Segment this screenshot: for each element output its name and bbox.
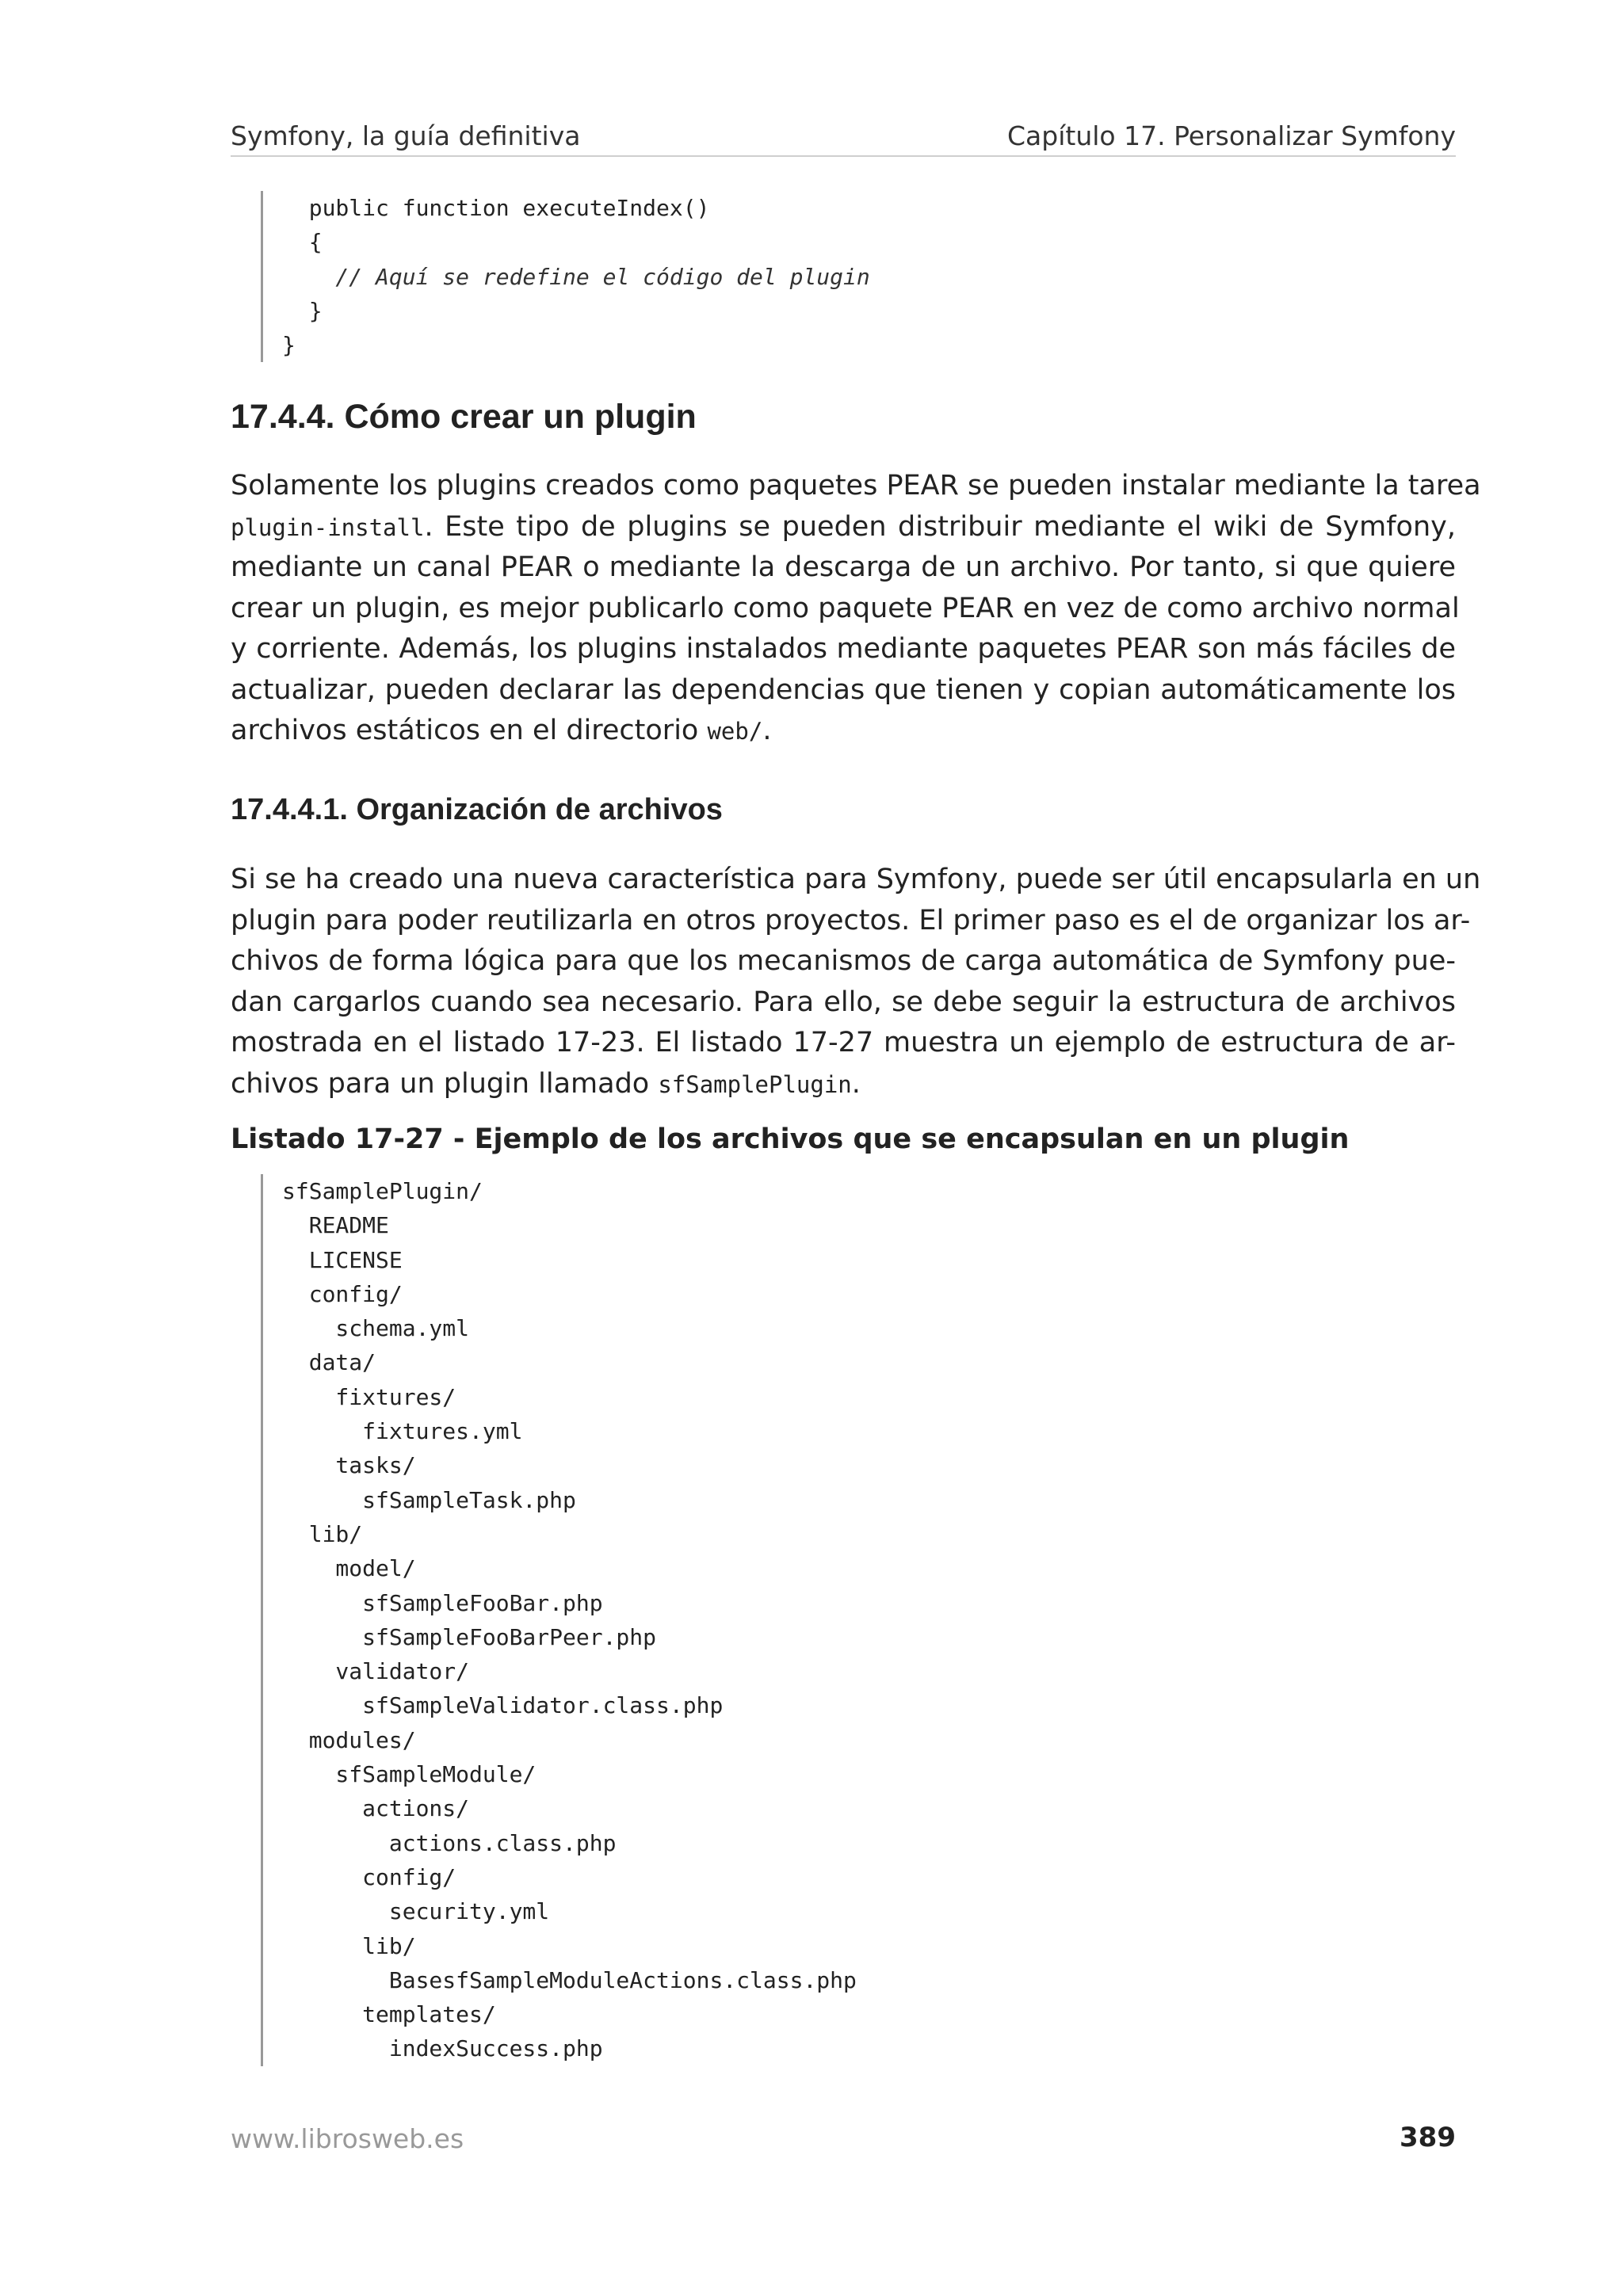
- code-line: public function executeIndex(): [282, 195, 710, 221]
- paragraph-line: [231, 711, 1456, 752]
- tree-line: sfSampleFooBar.php: [282, 1589, 603, 1616]
- chapter-title: Capítulo 17. Personalizar Symfony: [1007, 120, 1456, 151]
- paragraph-line: [231, 1064, 1456, 1105]
- code-block-top: [261, 191, 870, 362]
- tree-line: lib/: [282, 1520, 363, 1547]
- paragraph-line: crear un plugin, es mejor publicarlo como paquete PEAR en vez de como archivo normal: [231, 592, 1460, 624]
- inline-code: plugin-install: [231, 513, 425, 541]
- tree-line: README: [282, 1212, 389, 1239]
- tree-line: fixtures/: [282, 1383, 456, 1410]
- subsection-paragraph: [231, 860, 1481, 1104]
- listing-caption: Listado 17-27 - Ejemplo de los archivos que se encapsulan en un plugin: [231, 1123, 1350, 1155]
- line-text: chivos para un plugin llamado: [231, 1067, 659, 1100]
- paragraph-line: plugin para poder reutilizarla en otros proyectos. El primer paso es el de organizar los ar-: [231, 904, 1471, 936]
- paragraph-line: Si se ha creado una nueva característica para Symfony, puede ser útil encapsularla en un: [231, 864, 1481, 895]
- paragraph-line: [231, 507, 1456, 548]
- paragraph-line: mostrada en el listado 17-23. El listado 17-27 muestra un ejemplo de estructura de ar-: [231, 1027, 1456, 1058]
- code-line: }: [282, 332, 296, 359]
- tree-line: lib/: [282, 1932, 416, 1959]
- tree-line: actions.class.php: [282, 1829, 617, 1856]
- section-paragraph: [231, 466, 1481, 752]
- tree-line: actions/: [282, 1795, 470, 1822]
- paragraph-line: y corriente. Además, los plugins instalados mediante paquetes PEAR son más fáciles de: [231, 633, 1456, 665]
- running-header: [231, 116, 1456, 157]
- tree-line: sfSampleFooBarPeer.php: [282, 1623, 657, 1650]
- code-line: }: [282, 297, 323, 324]
- tree-line: tasks/: [282, 1452, 416, 1479]
- paragraph-line: dan cargarlos cuando sea necesario. Para ello, se debe seguir la estructura de archivos: [231, 986, 1456, 1018]
- line-text: .: [851, 1067, 861, 1100]
- line-text: archivos estáticos en el directorio: [231, 715, 708, 746]
- code-line: {: [282, 229, 323, 256]
- tree-line: fixtures.yml: [282, 1418, 523, 1445]
- book-title: Symfony, la guía definitiva: [231, 120, 581, 151]
- subsection-heading: 17.4.4.1. Organización de archivos: [231, 793, 723, 826]
- code-block-file-tree: [261, 1174, 857, 2066]
- tree-line: modules/: [282, 1726, 416, 1753]
- tree-line: indexSuccess.php: [282, 2035, 603, 2062]
- tree-line: LICENSE: [282, 1246, 403, 1273]
- tree-line: data/: [282, 1349, 376, 1376]
- paragraph-line: actualizar, pueden declarar las dependencias que tienen y copian automáticamente los: [231, 673, 1456, 706]
- tree-line: sfSampleValidator.class.php: [282, 1692, 724, 1719]
- inline-code: sfSamplePlugin: [658, 1070, 852, 1098]
- tree-line: security.yml: [282, 1898, 550, 1925]
- tree-line: config/: [282, 1863, 456, 1890]
- tree-line: sfSampleModule/: [282, 1761, 537, 1788]
- paragraph-line: chivos de forma lógica para que los mecanismos de carga automática de Symfony pue-: [231, 945, 1456, 977]
- line-text: . Este tipo de plugins se pueden distribuir mediante el wiki de Symfony,: [424, 510, 1456, 543]
- line-text: .: [762, 715, 772, 746]
- tree-line: config/: [282, 1280, 403, 1307]
- tree-line: BasesfSampleModuleActions.class.php: [282, 1966, 857, 1993]
- tree-line: sfSampleTask.php: [282, 1486, 576, 1513]
- footer-website: www.librosweb.es: [231, 2123, 464, 2154]
- paragraph-line: mediante un canal PEAR o mediante la descarga de un archivo. Por tanto, si que quiere: [231, 551, 1456, 583]
- page-number: 389: [1400, 2122, 1456, 2153]
- code-comment-line: // Aquí se redefine el código del plugin: [282, 263, 870, 290]
- paragraph-line: Solamente los plugins creados como paquetes PEAR se pueden instalar mediante la tarea: [231, 470, 1481, 502]
- section-heading: 17.4.4. Cómo crear un plugin: [231, 398, 697, 436]
- inline-code: web/: [707, 718, 763, 745]
- tree-line: sfSamplePlugin/: [282, 1178, 483, 1204]
- tree-line: templates/: [282, 2001, 496, 2028]
- tree-line: model/: [282, 1555, 416, 1582]
- tree-line: validator/: [282, 1658, 470, 1685]
- tree-line: schema.yml: [282, 1315, 470, 1342]
